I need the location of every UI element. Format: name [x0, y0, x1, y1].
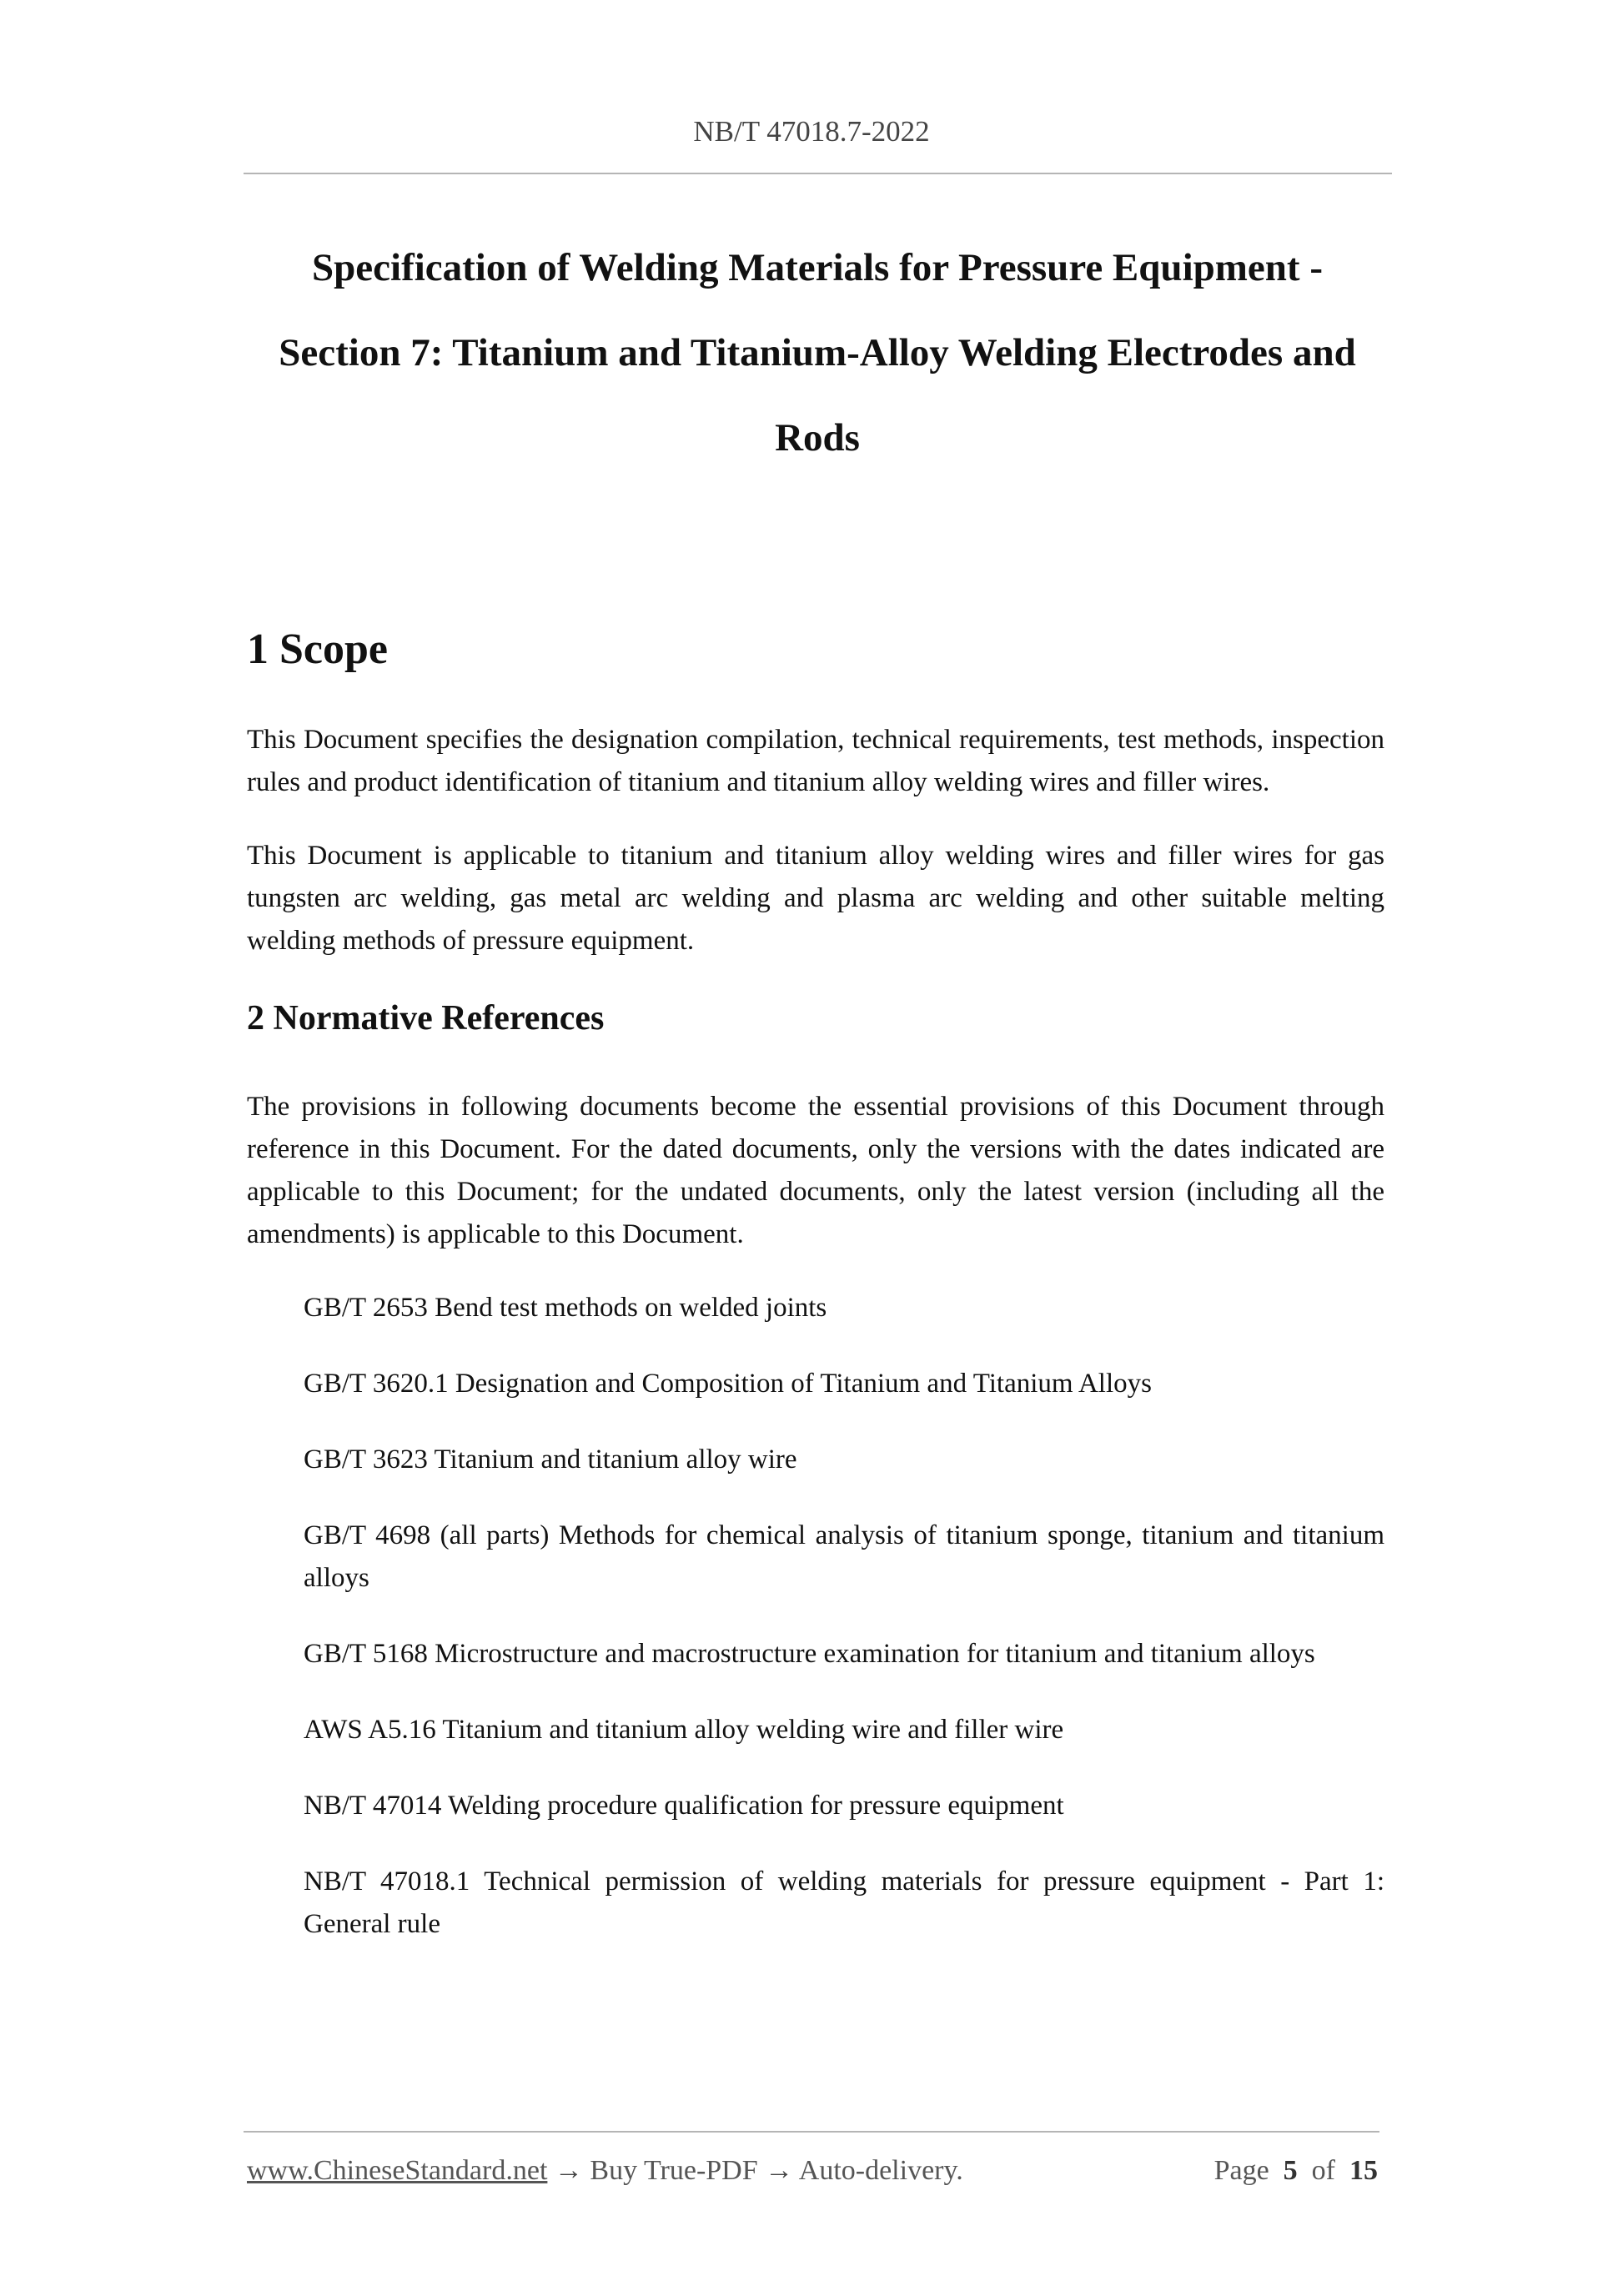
- reference-item: AWS A5.16 Titanium and titanium alloy welding wire and filler wire: [304, 1714, 1064, 1745]
- header-rule: [244, 173, 1392, 174]
- document-title: [217, 225, 1418, 480]
- section-heading-normative-references: 2 Normative References: [247, 999, 605, 1038]
- title-line-1: Specification of Welding Materials for Pressure Equipment -: [312, 246, 1323, 289]
- running-header: NB/T 47018.7-2022: [693, 115, 930, 148]
- scope-paragraph: This Document is applicable to titanium and titanium alloy welding wires and filler wires for gas tungsten arc welding, gas metal arc welding and plasma arc welding and other suitable melting welding methods of pressure equipment.: [247, 841, 1384, 957]
- reference-list: [247, 1287, 1384, 1946]
- arrow-right-icon: →: [765, 2155, 794, 2186]
- footer-promo: [247, 2155, 963, 2187]
- reference-item: GB/T 3620.1 Designation and Composition of Titanium and Titanium Alloys: [304, 1368, 1152, 1399]
- references-intro-paragraph: The provisions in following documents become the essential provisions of this Document through reference in this Document. For the dated documents, only the versions with the dates indicated are applicable to this Document; for the undated documents, only the latest version (including all the amendments) is applicable to this Document.: [247, 1091, 1384, 1249]
- page-number: [1214, 2155, 1378, 2187]
- reference-item: GB/T 4698 (all parts) Methods for chemical analysis of titanium sponge, titanium and titanium alloys: [304, 1520, 1384, 1593]
- reference-item: NB/T 47014 Welding procedure qualification for pressure equipment: [304, 1790, 1064, 1821]
- title-line-2: Section 7: Titanium and Titanium-Alloy Welding Electrodes and: [279, 331, 1356, 374]
- of-word: of: [1311, 2155, 1335, 2186]
- site-link[interactable]: www.ChineseStandard.net: [247, 2155, 548, 2186]
- reference-item: GB/T 3623 Titanium and titanium alloy wire: [304, 1444, 797, 1475]
- title-line-3: Rods: [775, 416, 860, 460]
- document-body: [247, 624, 1384, 1979]
- reference-item: GB/T 2653 Bend test methods on welded joints: [304, 1292, 827, 1323]
- scope-paragraph: This Document specifies the designation compilation, technical requirements, test methods, inspection rules and product identification of titanium and titanium alloy welding wires and filler wires.: [247, 725, 1384, 798]
- current-page: 5: [1283, 2155, 1298, 2186]
- page-word: Page: [1213, 2155, 1269, 2186]
- reference-item: GB/T 5168 Microstructure and macrostructure examination for titanium and titanium alloys: [304, 1638, 1315, 1669]
- reference-item: NB/T 47018.1 Technical permission of welding materials for pressure equipment - Part 1: General rule: [304, 1866, 1384, 1939]
- buy-true-pdf-text: Buy True-PDF: [590, 2155, 758, 2186]
- total-pages: 15: [1349, 2155, 1378, 2186]
- section-heading-scope: 1 Scope: [247, 625, 388, 673]
- arrow-right-icon: →: [554, 2155, 583, 2186]
- auto-delivery-text: Auto-delivery.: [798, 2155, 963, 2186]
- footer-rule: [244, 2131, 1379, 2133]
